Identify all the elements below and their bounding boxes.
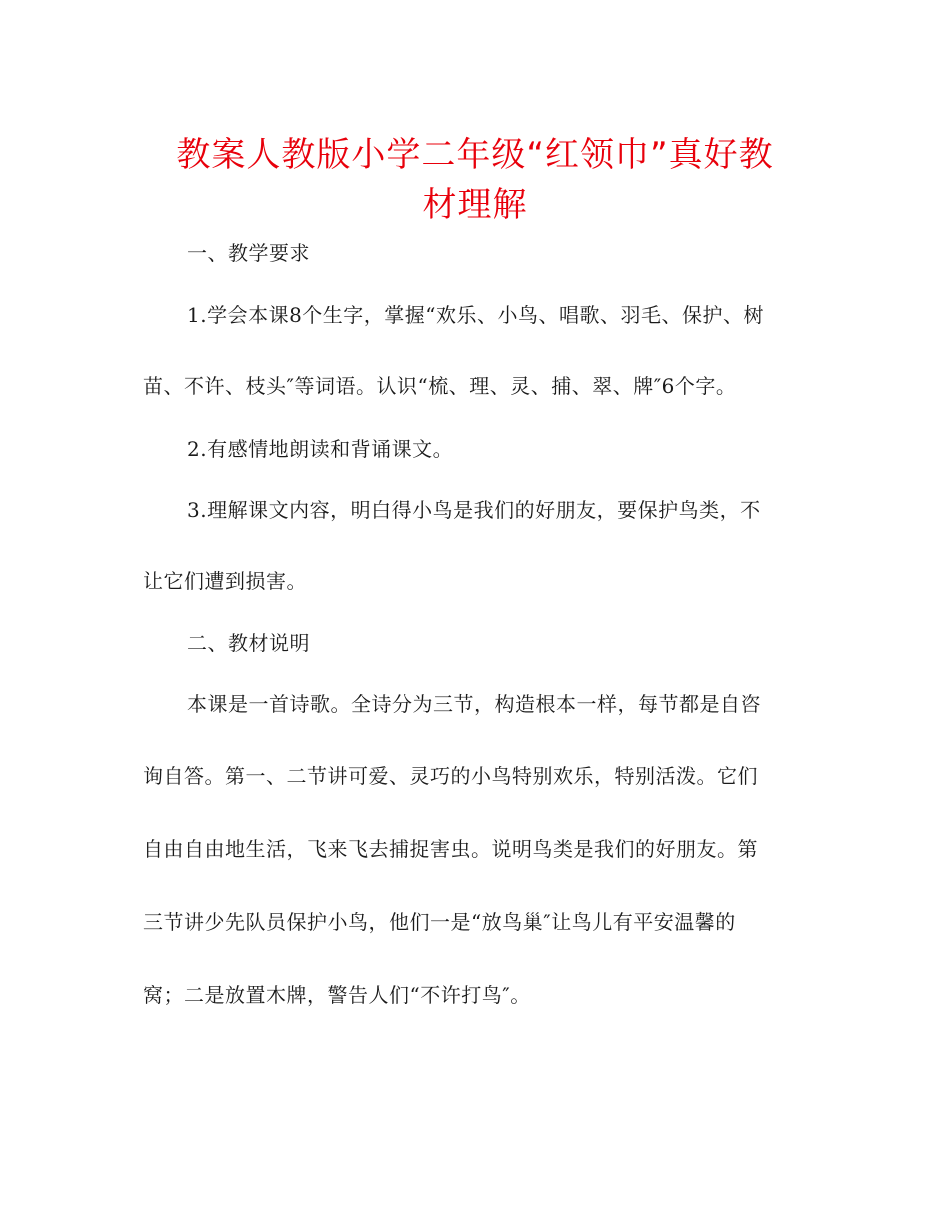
document-title bbox=[120, 130, 830, 230]
paragraph-line: 窝；二是放置木牌，警告人们“不许打鸟″。 bbox=[143, 983, 531, 1007]
paragraph-line: 1.学会本课8个生字，掌握“欢乐、小鸟、唱歌、羽毛、保护、树 bbox=[187, 303, 765, 327]
paragraph-line: 询自答。第一、二节讲可爱、灵巧的小鸟特别欢乐，特别活泼。它们 bbox=[143, 764, 758, 788]
paragraph-line: 3.理解课文内容，明白得小鸟是我们的好朋友，要保护鸟类，不 bbox=[187, 498, 761, 522]
paragraph-line: 自由自由地生活，飞来飞去捕捉害虫。说明鸟类是我们的好朋友。第 bbox=[143, 837, 758, 861]
paragraph-line: 2.有感情地朗读和背诵课文。 bbox=[187, 437, 454, 461]
section-heading-material: 二、教材说明 bbox=[187, 631, 310, 655]
title-line-1: 教案人教版小学二年级“红领巾”真好教 bbox=[176, 135, 774, 175]
paragraph-line: 让它们遭到损害。 bbox=[143, 569, 307, 593]
paragraph-line: 本课是一首诗歌。全诗分为三节，构造根本一样，每节都是自咨 bbox=[187, 692, 761, 716]
title-line-2: 材理解 bbox=[422, 185, 528, 225]
paragraph-line: 苗、不许、枝头″等词语。认识“梳、理、灵、捕、翠、牌″6个字。 bbox=[143, 374, 737, 398]
section-heading-requirements: 一、教学要求 bbox=[187, 241, 310, 265]
paragraph-line: 三节讲少先队员保护小鸟，他们一是“放鸟巢″让鸟儿有平安温馨的 bbox=[143, 910, 736, 934]
